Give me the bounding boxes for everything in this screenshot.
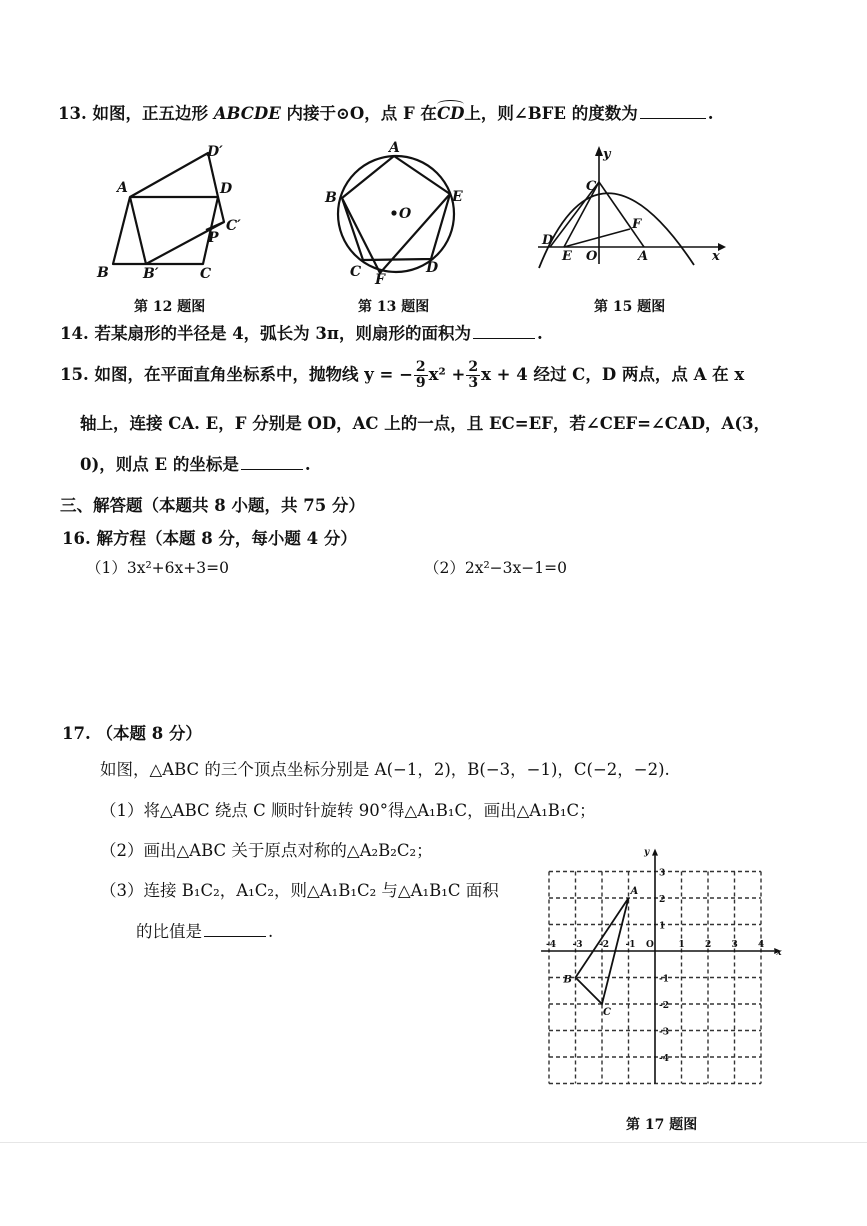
q13-shape: ABCDE — [213, 104, 281, 123]
question-16-part1: （1）3x²+6x+3=0 — [86, 559, 229, 577]
figure-12 — [88, 140, 258, 282]
question-17-part3: （3）连接 B₁C₂，A₁C₂，则△A₁B₁C₂ 与△A₁B₁C 面积 — [100, 881, 499, 900]
label-a: A — [117, 180, 128, 196]
label-x: x — [712, 249, 720, 264]
label-c: C — [200, 266, 212, 282]
question-15: 15. 如图，在平面直角坐标系中，抛物线 y = − $\frac{2}{9}$ x² + $\frac{2}{3}$ x + 4 经过 C，D 两点，点 A 在 x — [60, 358, 745, 391]
point-label-a: A — [630, 886, 639, 897]
caption-fig13: 第 13 题图 — [358, 299, 430, 315]
figure-15 — [534, 140, 734, 270]
label-d-prime: D′ — [207, 144, 223, 160]
q13-text-mid: 内接于⊙O，点 F 在 — [280, 104, 437, 123]
question-17-part1: （1）将△ABC 绕点 C 顺时针旋转 90°得△A₁B₁C，画出△A₁B₁C； — [100, 801, 596, 820]
q13-text-suffix: 上，则∠BFE 的度数为 — [464, 104, 638, 123]
x-tick-label: -2 — [599, 940, 609, 950]
point-label-c: C — [603, 1007, 611, 1018]
x-axis-label: x — [776, 948, 782, 958]
question-17-intro: 如图，△ABC 的三个顶点坐标分别是 A(−1，2)，B(−3，−1)，C(−2，−2). — [100, 760, 670, 779]
label-c: C — [586, 179, 597, 194]
center-dot — [391, 210, 396, 215]
question-15-line2: 轴上，连接 CA. E，F 分别是 OD，AC 上的一点，且 EC=EF，若∠CEF=∠CAD，A(3， — [80, 414, 771, 433]
caption-fig17: 第 17 题图 — [626, 1117, 698, 1133]
y-tick-label: -3 — [659, 1027, 669, 1038]
figure-13 — [318, 136, 478, 286]
label-a: A — [389, 140, 400, 156]
answer-blank[interactable] — [204, 935, 266, 937]
y-tick-label: -2 — [659, 1001, 669, 1011]
x-tick-label: 4 — [758, 940, 765, 950]
x-tick-label: -1 — [625, 940, 636, 950]
label-b-prime: B′ — [143, 266, 159, 282]
x-tick-label: O — [646, 940, 654, 950]
question-17-part2: （2）画出△ABC 关于原点对称的△A₂B₂C₂； — [100, 841, 433, 860]
label-b: B — [325, 190, 337, 206]
fraction-2-3: $\frac{2}{3}$ — [468, 358, 479, 391]
label-a: A — [638, 249, 649, 264]
label-d: D — [220, 181, 233, 197]
label-o: O — [586, 249, 598, 264]
x-tick-label: 3 — [731, 940, 738, 950]
answer-blank[interactable] — [241, 468, 303, 470]
y-axis-arrow — [652, 849, 658, 856]
question-14: 14. 若某扇形的半径是 4，弧长为 3π，则扇形的面积为 . — [60, 324, 543, 343]
y-tick-label: -1 — [659, 974, 669, 985]
question-17-part3b: 的比值是 . — [136, 922, 274, 941]
x-tick-label: 2 — [705, 940, 712, 950]
y-axis-label: y — [644, 847, 650, 858]
x-tick-label: 1 — [678, 940, 685, 950]
label-c-prime: C′ — [226, 218, 241, 234]
caption-fig15: 第 15 题图 — [594, 299, 666, 315]
y-tick-label: 1 — [659, 921, 666, 932]
question-17-title: 17. （本题 8 分） — [62, 724, 202, 743]
question-15-line3: 0)，则点 E 的坐标是 . — [80, 455, 311, 474]
y-tick-label: 2 — [659, 895, 666, 905]
question-13: 13. 如图，正五边形 ABCDE 内接于⊙O，点 F 在 CD上，则∠BFE 的度数为 . — [58, 106, 713, 123]
pentagon-abcde — [342, 156, 450, 260]
page-divider — [0, 1142, 867, 1143]
section-title: 三、解答题（本题共 8 小题，共 75 分） — [60, 496, 365, 515]
fraction-2-9: $\frac{2}{9}$ — [415, 358, 426, 391]
label-e: E — [452, 189, 463, 205]
question-16-title: 16. 解方程（本题 8 分，每小题 4 分） — [62, 529, 357, 548]
label-e: E — [562, 249, 572, 264]
point-label-b: B — [563, 974, 572, 986]
figure-17-grid — [536, 840, 786, 1090]
label-f: F — [632, 217, 642, 232]
y-tick-label: -4 — [659, 1054, 669, 1064]
label-b: B — [97, 265, 109, 281]
y-tick-label: 3 — [659, 868, 666, 879]
q13-text: 13. 如图，正五边形 — [58, 104, 214, 123]
answer-blank[interactable] — [640, 117, 706, 119]
label-f: F — [375, 272, 385, 286]
label-d: D — [426, 260, 439, 276]
x-tick-label: -4 — [546, 940, 556, 950]
x-tick-label: -3 — [572, 940, 583, 950]
answer-blank[interactable] — [473, 337, 535, 339]
label-d: D — [542, 233, 554, 248]
label-y: y — [603, 147, 611, 162]
label-p: P — [208, 230, 219, 246]
question-16-part2: （2）2x²−3x−1=0 — [424, 559, 567, 577]
label-o: O — [399, 206, 412, 222]
caption-fig12: 第 12 题图 — [134, 299, 206, 315]
label-c: C — [350, 264, 362, 280]
q13-arc: CD — [437, 106, 464, 123]
